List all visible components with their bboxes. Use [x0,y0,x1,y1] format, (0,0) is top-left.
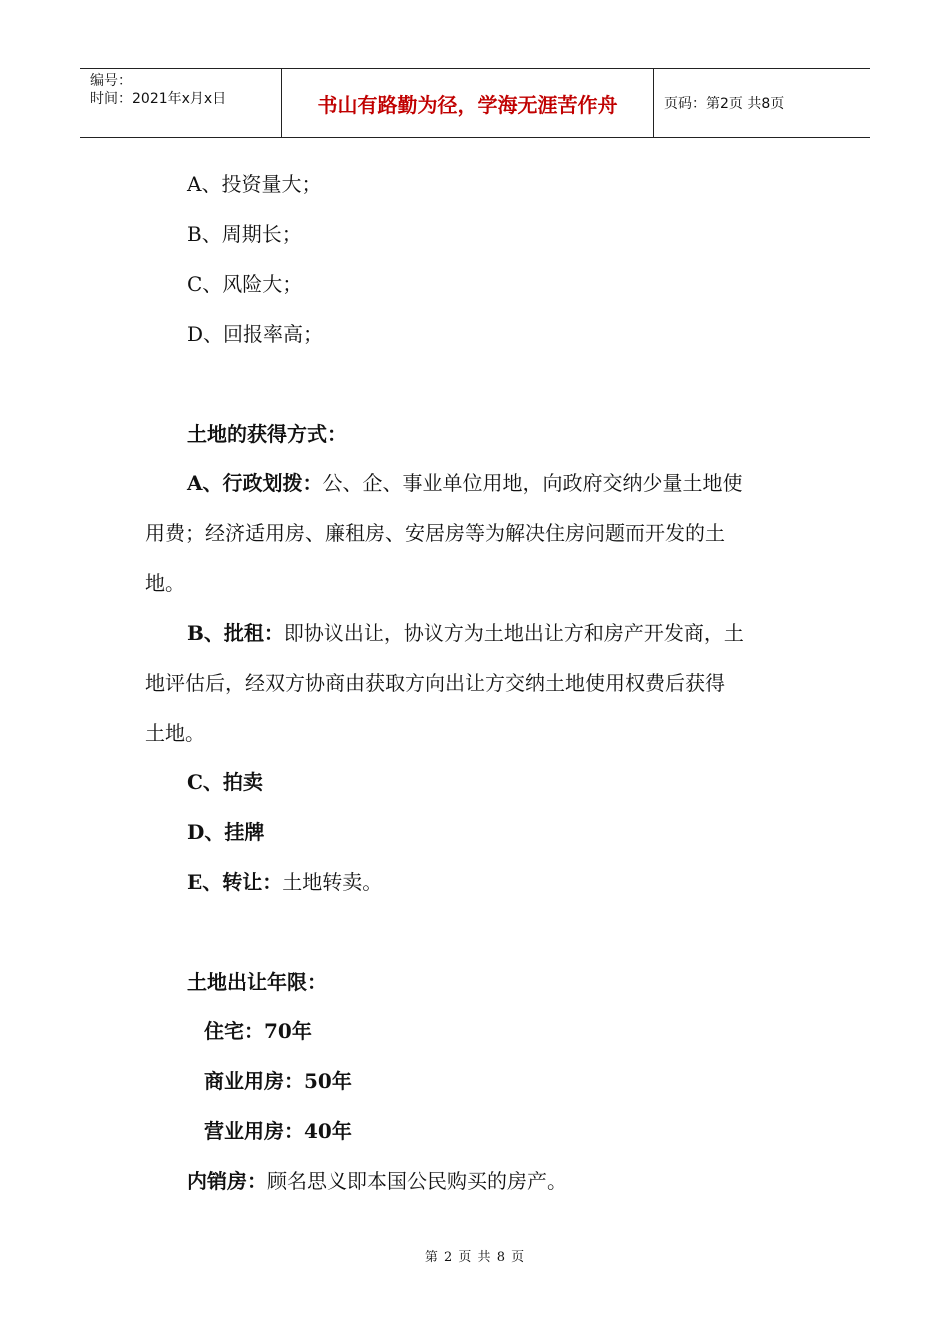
header-motto: 书山有路勤为径，学海无涯苦作舟 [282,69,654,137]
term-commercial: 商业用房：50年 [204,1069,352,1093]
page-footer: 第 2 页 共 8 页 [424,1250,526,1265]
method-d: D、挂牌 [187,820,265,844]
method-a-line1 [187,470,743,496]
page-header [80,68,870,138]
method-c: C、拍卖 [187,770,263,794]
method-a-line3: 地。 [145,571,185,595]
domestic-housing [187,1168,567,1194]
method-b-text: 即协议出让，协议方为土地出让方和房产开发商，土 [283,621,744,645]
method-b-label: B、批租： [187,621,284,645]
feature-c: C、风险大； [187,272,303,296]
method-a-text: 公、企、事业单位用地，向政府交纳少量土地使 [322,471,743,495]
term-business: 营业用房：40年 [204,1119,352,1143]
method-b-line2: 地评估后，经双方协商由获取方向出让方交纳土地使用权费后获得 [145,671,725,695]
method-e-label: E、转让： [187,870,283,894]
feature-a: A、投资量大； [187,172,322,196]
method-a-label: A、行政划拨： [187,471,323,495]
header-meta [80,69,282,137]
header-time: 时间：2021年x月x日 [90,91,227,107]
lease-term-title: 土地出让年限： [187,970,327,994]
method-a-line2: 用费；经济适用房、廉租房、安居房等为解决住房问题而开发的土 [145,521,725,545]
header-page-info: 页码：第2页 共8页 [664,96,785,112]
domestic-label: 内销房： [187,1169,267,1193]
feature-d: D、回报率高； [187,322,324,346]
header-number: 编号： [90,73,132,89]
feature-b: B、周期长； [187,222,302,246]
method-e [187,869,382,895]
method-e-text: 土地转卖。 [282,870,383,894]
land-acquisition-title: 土地的获得方式： [187,422,347,446]
domestic-text: 顾名思义即本国公民购买的房产。 [267,1169,567,1193]
method-b-line1 [187,620,744,646]
term-residential: 住宅：70年 [204,1019,312,1043]
method-b-line3: 土地。 [145,721,205,745]
